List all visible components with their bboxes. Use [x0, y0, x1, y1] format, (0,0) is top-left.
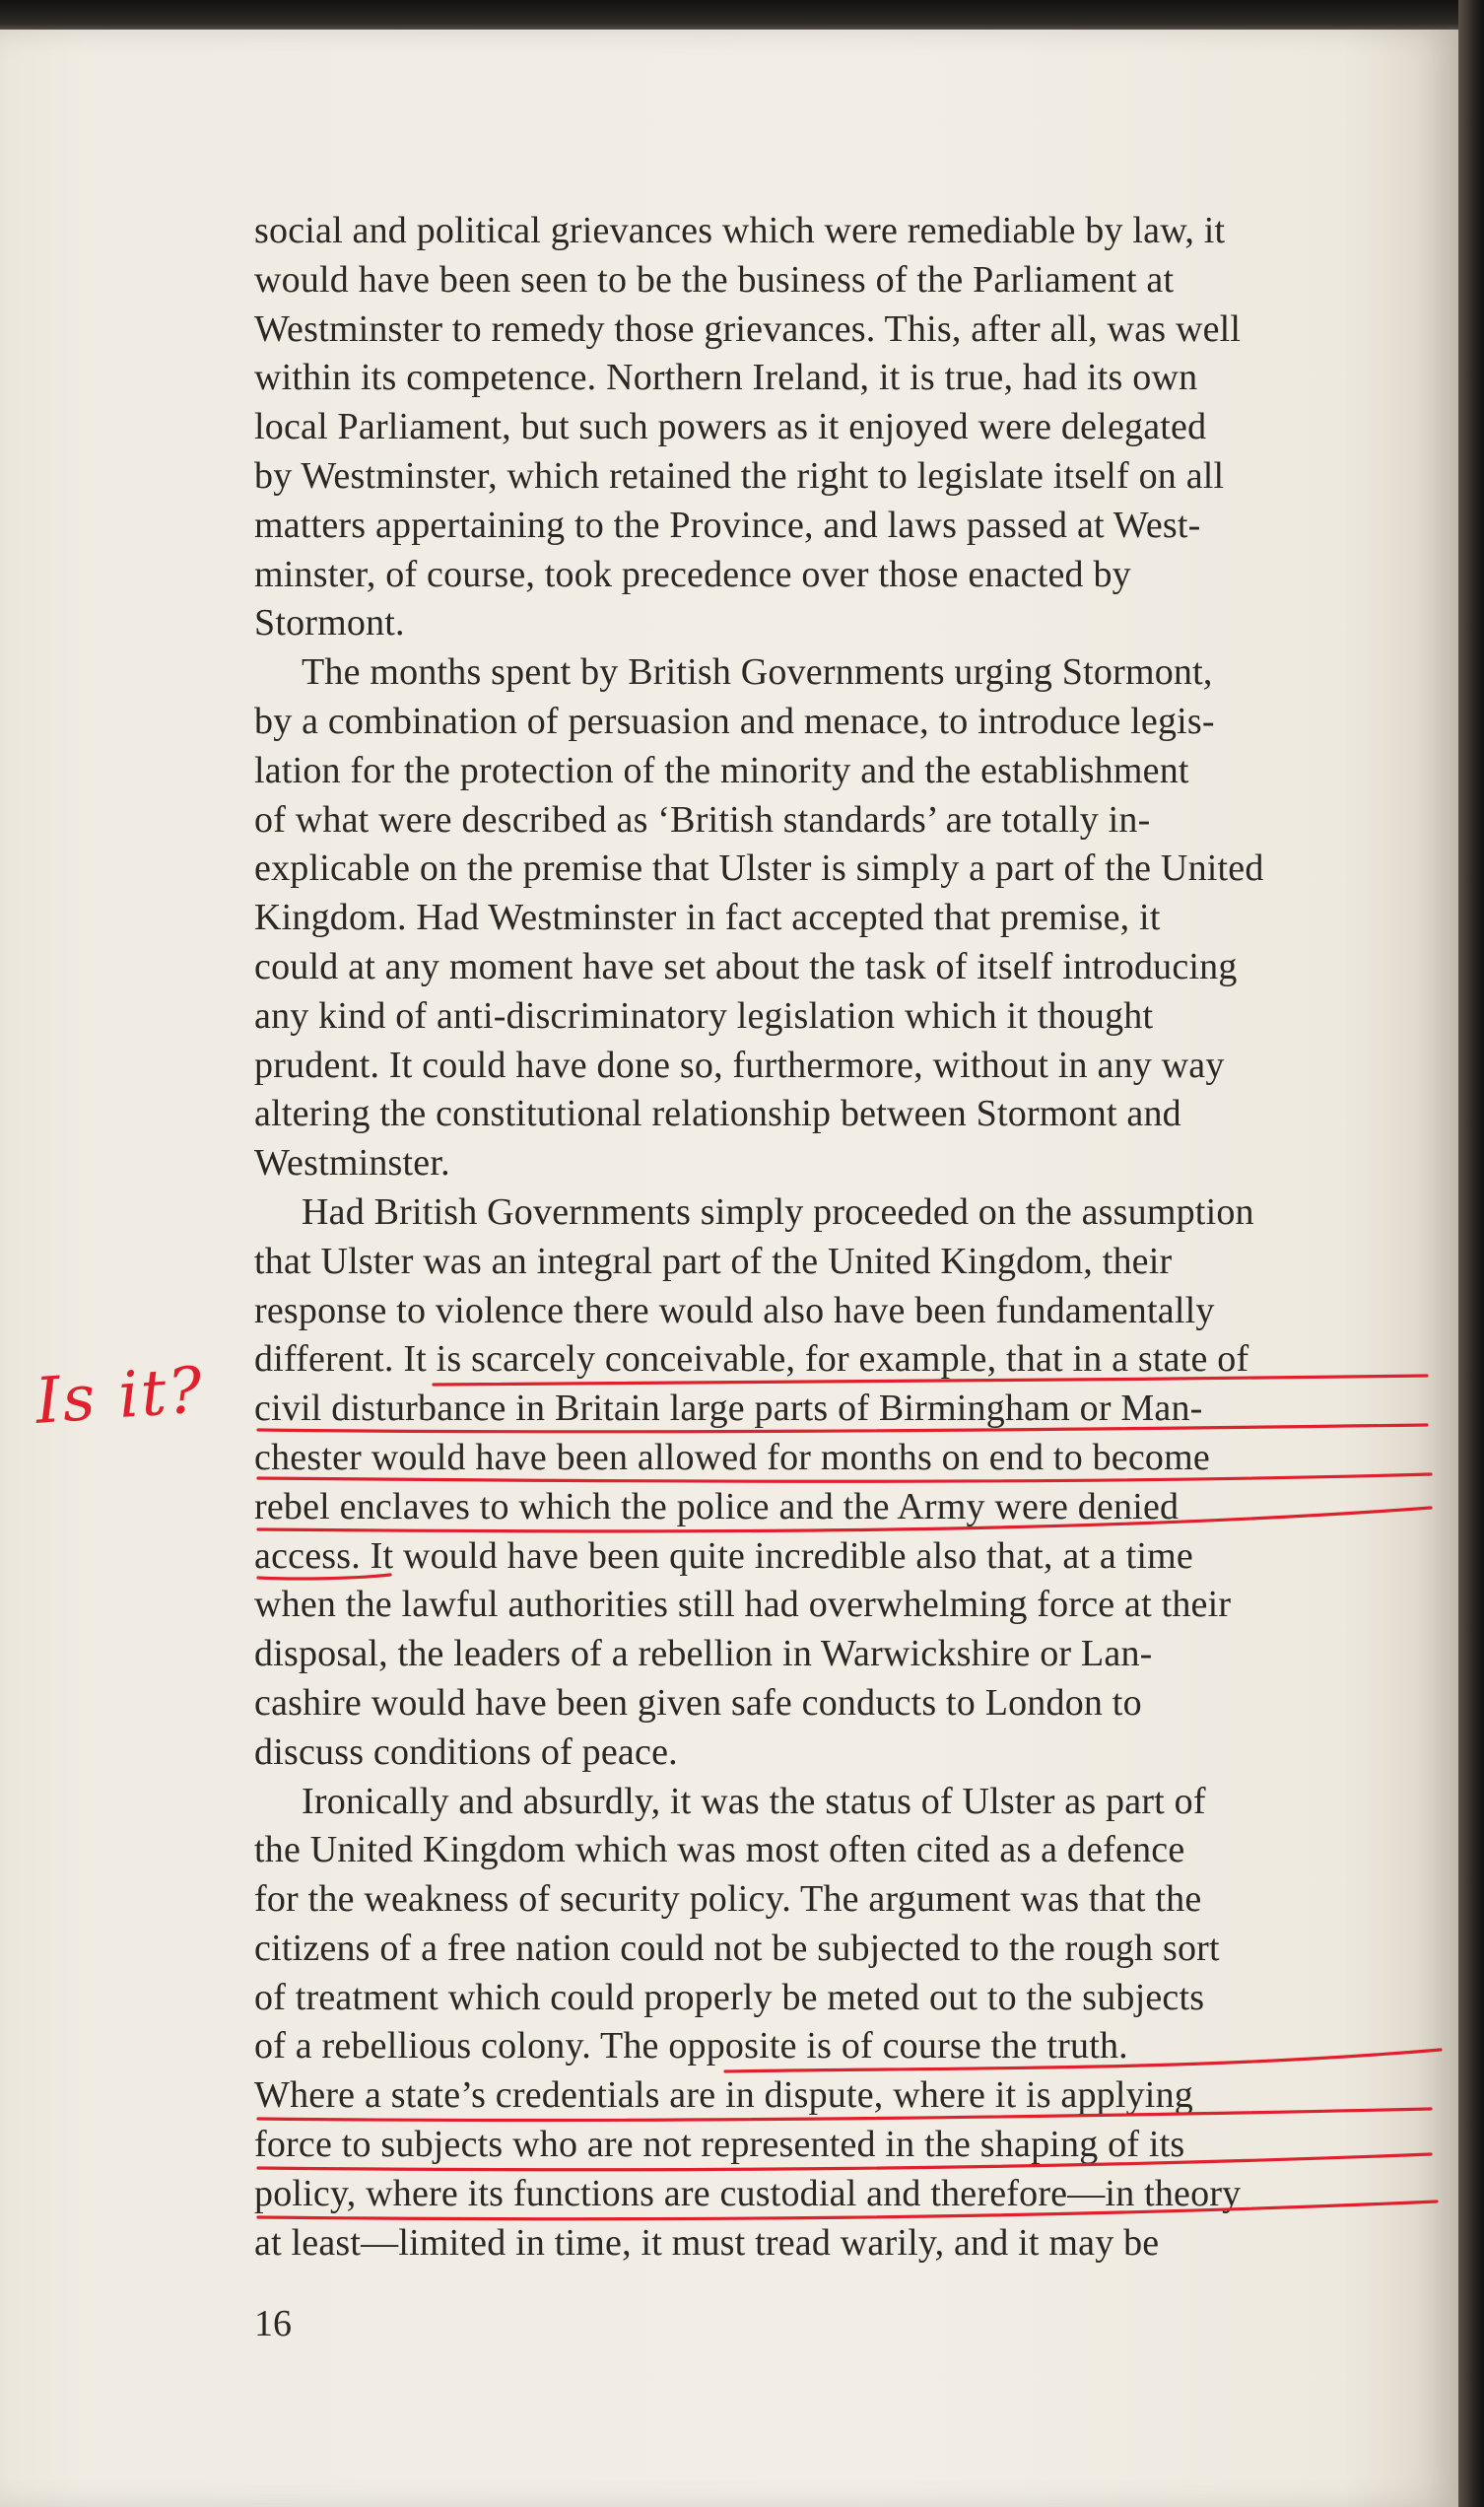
text-line: could at any moment have set about the task of itself introducing [254, 945, 1238, 987]
text-line: civil disturbance in Britain large parts of Birmingham or Man- [254, 1388, 1203, 1430]
text-line: the United Kingdom which was most often cited as a defence [254, 1829, 1185, 1871]
text-line: cashire would have been given safe conducts to London to [254, 1681, 1142, 1724]
text-line: Kingdom. Had Westminster in fact accepted that premise, it [254, 897, 1161, 939]
text-line: The months spent by British Governments urging Stormont, [302, 651, 1213, 694]
text-line: access. It would have been quite incredible also that, at a time [254, 1534, 1193, 1577]
text-line: response to violence there would also have been fundamentally [254, 1289, 1215, 1331]
page-edge-shadow [1458, 0, 1484, 2507]
text-line: lation for the protection of the minority and the establishment [254, 749, 1189, 791]
text-line: social and political grievances which were remediable by law, it [254, 210, 1226, 251]
text-line: minster, of course, took precedence over those enacted by [254, 553, 1131, 595]
text-line: by a combination of persuasion and menace, to introduce legis- [254, 700, 1215, 742]
text-line: prudent. It could have done so, furthermore, without in any way [254, 1044, 1225, 1086]
text-line: discuss conditions of peace. [254, 1730, 678, 1773]
body-text [254, 207, 1437, 2268]
text-line: Had British Governments simply proceeded on the assumption [302, 1190, 1254, 1233]
text-line: Stormont. [254, 602, 405, 644]
text-line: at least—limited in time, it must tread warily, and it may be [254, 2221, 1160, 2264]
text-line: that Ulster was an integral part of the United Kingdom, their [254, 1240, 1173, 1282]
text-line: of treatment which could properly be meted out to the subjects [254, 1976, 1205, 2018]
page-top-shadow [0, 0, 1484, 34]
text-line: matters appertaining to the Province, and laws passed at West- [254, 504, 1201, 546]
text-line: any kind of anti-discriminatory legislation which it thought [254, 994, 1154, 1037]
text-line: Westminster to remedy those grievances. This, after all, was well [254, 307, 1242, 350]
text-line: rebel enclaves to which the police and the Army were denied [254, 1485, 1180, 1527]
text-line: within its competence. Northern Ireland, it is true, had its own [254, 357, 1198, 399]
text-line: for the weakness of security policy. The argument was that the [254, 1878, 1202, 1921]
text-line: citizens of a free nation could not be subjected to the rough sort [254, 1927, 1220, 1969]
text-line: chester would have been allowed for months on end to become [254, 1436, 1210, 1478]
text-line: of what were described as ‘British standards’ are totally in- [254, 798, 1151, 841]
text-line: Ironically and absurdly, it was the status of Ulster as part of [302, 1780, 1206, 1822]
text-line: Where a state’s credentials are in dispute, where it is applying [254, 2074, 1193, 2117]
text-line: Westminster. [254, 1142, 450, 1185]
text-line: when the lawful authorities still had overwhelming force at their [254, 1584, 1232, 1626]
text-line: force to subjects who are not represented in the shaping of its [254, 2124, 1185, 2166]
text-line: local Parliament, but such powers as it enjoyed were delegated [254, 406, 1207, 448]
text-line: altering the constitutional relationship between Stormont and [254, 1093, 1181, 1135]
page-number: 16 [254, 2303, 292, 2344]
text-line: different. It is scarcely conceivable, for example, that in a state of [254, 1338, 1249, 1381]
text-line: explicable on the premise that Ulster is simply a part of the United [254, 847, 1264, 890]
text-line: of a rebellious colony. The opposite is of course the truth. [254, 2025, 1128, 2067]
text-line: by Westminster, which retained the right to legislate itself on all [254, 454, 1225, 497]
text-line: disposal, the leaders of a rebellion in Warwickshire or Lan- [254, 1633, 1153, 1675]
handwritten-margin-note: Is it? [33, 1354, 207, 1439]
text-line: policy, where its functions are custodial and therefore—in theory [254, 2172, 1242, 2214]
text-line: would have been seen to be the business of the Parliament at [254, 258, 1175, 301]
